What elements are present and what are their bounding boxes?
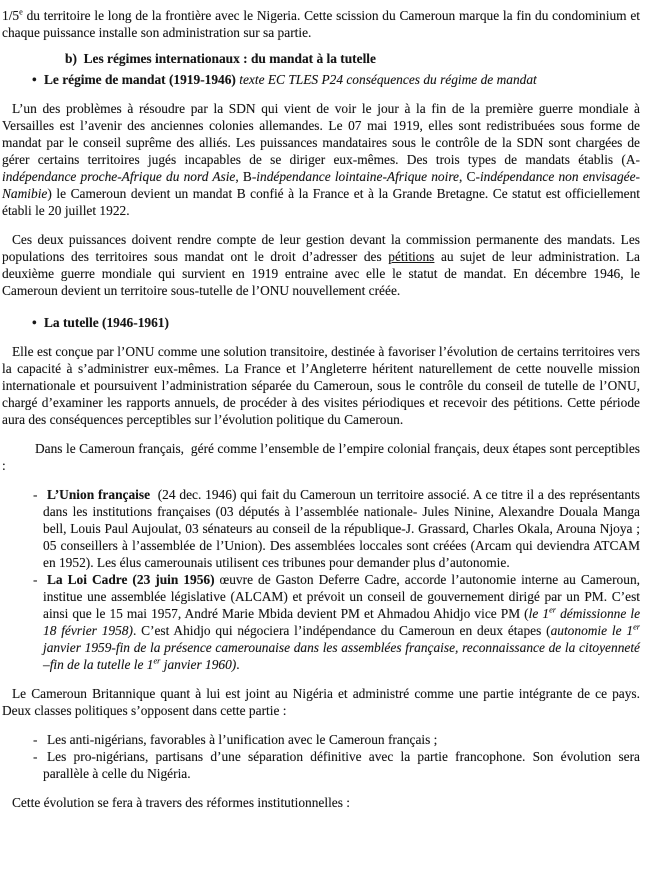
text-run: Le Cameroun Britannique quant à lui est joint au Nigéria et administré comme une partie intégrante de ce pays. Deux classes politiques s’opposent dans cette partie : bbox=[2, 686, 640, 718]
bullet-marker-icon: • bbox=[32, 315, 37, 330]
text-run: 1/5 bbox=[2, 8, 20, 23]
bullet-item bbox=[2, 314, 640, 331]
paragraph bbox=[2, 440, 640, 474]
text-run: démissionne le 18 février 1958) bbox=[43, 606, 641, 638]
paragraph bbox=[2, 343, 640, 428]
text-run: b) Les régimes internationaux : du mandat à la tutelle bbox=[65, 51, 376, 66]
bullet-marker-icon: • bbox=[32, 72, 37, 87]
text-run: er bbox=[153, 656, 161, 666]
section-heading bbox=[2, 50, 640, 67]
text-run: . bbox=[236, 657, 240, 672]
bullet-item bbox=[2, 71, 640, 88]
text-run: er bbox=[633, 622, 640, 632]
text-run: œuvre de Gaston Deferre Cadre, accorde l’autonomie interne au Cameroun, institue une assemblée législative (ALCAM) et prévoit un conseil de gouvernement dirigé par un PM. C’est ainsi que le 15 mai 1957, André Marie Mbida devient PM et Ahmadou Ahidjo vice PM ( bbox=[43, 572, 640, 621]
text-run: texte EC TLES P24 conséquences du régime de mandat bbox=[239, 72, 537, 87]
dash-item bbox=[2, 748, 640, 782]
text-run: Les anti-nigérians, favorables à l’unification avec le Cameroun français ; bbox=[47, 732, 438, 747]
text-run: Elle est conçue par l’ONU comme une solution transitoire, destinée à favoriser l’évolution de certains territoires vers la capacité à s’administrer eux-mêmes. La France et l’Angleterre héritent naturellement de cette nouvelle mission internationale et poursuivent l’administration séparée du Cameroun, sous le contrôle du conseil de tutelle de l’ONU, chargé d’examiner les rapports annuels, de procéder à des visites périodiques et recevoir des pétitions. Cette période aura des conséquences perceptibles sur l’évolution politique du Cameroun. bbox=[2, 344, 640, 427]
text-run: indépendance non envisagée-Namibie bbox=[2, 169, 640, 201]
text-run: L’un des problèmes à résoudre par la SDN qui vient de voir le jour à la fin de la première guerre mondiale à Versailles est l’avenir des anciennes colonies allemandes. Le 07 mai 1919, elles sont redistribuées sous forme de mandat par le conseil suprême des alliés. Les puissances mandataires sous le contrôle de la SDN sont chargées de gérer certains territoires jugés incapables de se diriger eux-mêmes. Des trois types de mandats établis (A- bbox=[2, 101, 640, 167]
text-run: . C’est Ahidjo qui négociera l’indépendance du Cameroun en deux étapes ( bbox=[132, 623, 551, 638]
dash-item bbox=[2, 731, 640, 748]
text-run: , B- bbox=[235, 169, 257, 184]
document-body bbox=[2, 7, 640, 811]
text-run: indépendance lointaine-Afrique noire bbox=[256, 169, 460, 184]
text-run: er bbox=[549, 605, 557, 615]
text-run: le 1 bbox=[528, 606, 550, 621]
text-run: Les pro-nigérians, partisans d’une séparation définitive avec la partie francophone. Son évolution sera parallèle à celle du Nigéria. bbox=[43, 749, 640, 781]
text-run: janvier 1959-fin de la présence camerounaise dans les assemblées française, reconnaissance de la citoyenneté –fin de la tutelle le 1 bbox=[43, 640, 640, 672]
text-run: La Loi Cadre (23 juin 1956) bbox=[47, 572, 215, 587]
text-run: La tutelle (1946-1961) bbox=[44, 315, 169, 330]
text-run: autonomie le 1 bbox=[550, 623, 634, 638]
text-run: pétitions bbox=[388, 249, 435, 264]
dash-marker-icon: - bbox=[33, 732, 38, 747]
paragraph bbox=[2, 231, 640, 299]
text-run: Dans le Cameroun français, géré comme l’ensemble de l’empire colonial français, deux étapes sont perceptibles : bbox=[2, 441, 640, 473]
text-run: indépendance proche-Afrique du nord Asie bbox=[2, 169, 236, 184]
text-run: , C- bbox=[459, 169, 480, 184]
paragraph bbox=[2, 100, 640, 219]
text-run: au sujet de leur administration. La deuxième guerre mondiale qui survient en 1919 entraine avec elle le statut de mandat. En décembre 1946, le Cameroun devient un territoire sous-tutelle de l’ONU nouvellement créée. bbox=[2, 249, 640, 298]
paragraph bbox=[2, 794, 640, 811]
text-run: Ces deux puissances doivent rendre compte de leur gestion devant la commission permanente des mandats. Les populations des territoires sous mandat ont le droit d’adresser des bbox=[2, 232, 640, 264]
text-run: janvier 1960) bbox=[160, 657, 237, 672]
text-run: L’Union française bbox=[47, 487, 151, 502]
paragraph bbox=[2, 685, 640, 719]
dash-item bbox=[2, 571, 640, 673]
dash-marker-icon: - bbox=[33, 572, 38, 587]
text-run: e bbox=[19, 7, 23, 17]
text-run: Cette évolution se fera à travers des réformes institutionnelles : bbox=[12, 795, 351, 810]
dash-marker-icon: - bbox=[33, 487, 38, 502]
text-run: Le régime de mandat (1919-1946) bbox=[44, 72, 240, 87]
text-run: (24 dec. 1946) qui fait du Cameroun un territoire associé. A ce titre il a des représentants dans les institutions françaises (03 députés à l’assemblée nationale- Jules Ninine, Alexandre Douala Manga bell, Louis Paul Aujoulat, 03 sénateurs au conseil de la république-J. Grassard, Charles Okala, Arouna Njoya ; 05 conseillers à l’assemblée de l’Union). Des assemblées loccales sont créées (Arcam qui deviendra ATCAM en 1952). Les élus camerounais utilisent ces tribunes pour demander plus d’autonomie. bbox=[43, 487, 640, 570]
dash-marker-icon: - bbox=[33, 749, 38, 764]
paragraph bbox=[2, 7, 640, 41]
text-run: du territoire le long de la frontière avec le Nigeria. Cette scission du Cameroun marque la fin du condominium et chaque puissance installe son administration sur sa partie. bbox=[2, 8, 640, 40]
dash-item bbox=[2, 486, 640, 571]
text-run: ) le Cameroun devient un mandat B confié à la France et à la Grande Bretagne. Ce statut est officiellement établi le 20 juillet 1922. bbox=[2, 186, 640, 218]
